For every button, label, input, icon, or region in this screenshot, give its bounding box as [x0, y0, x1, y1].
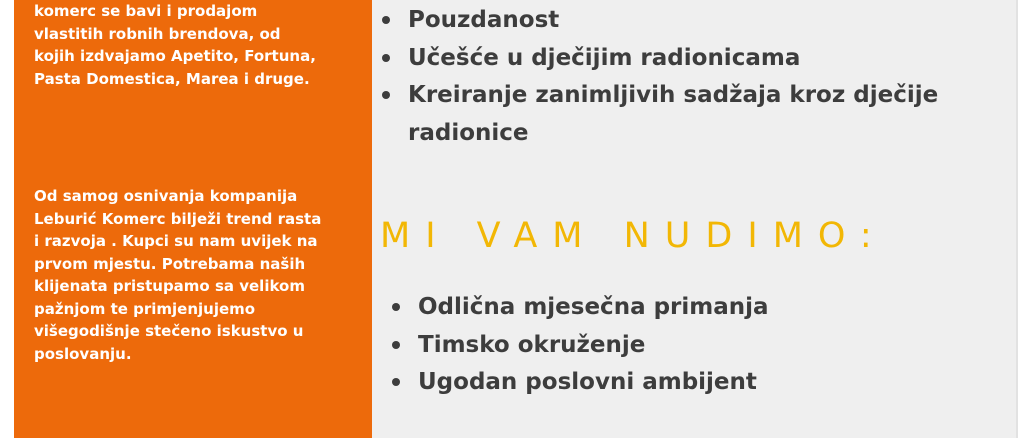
company-brands-paragraph: komerc se bavi i prodajom vlastitih robnih brendova, od kojih izdvajamo Apetito, Fortuna, Pasta Domestica, Marea i druge. — [34, 2, 316, 88]
left-margin — [0, 0, 14, 438]
list-item-text: Ugodan poslovni ambijent — [418, 369, 757, 395]
right-margin — [1016, 0, 1030, 438]
bullet-dot-icon — [392, 378, 400, 386]
list-item-text: Kreiranje zanimljivih sadžaja kroz dječije radionice — [408, 82, 939, 146]
company-growth-paragraph: Od samog osnivanja kompanija Leburić Komerc bilježi trend rasta i razvoja . Kupci su nam uvijek na prvom mjestu. Potrebama naših klijenata pristupamo sa velikom pažnjom te primjenjujemo višegodišnje stečeno iskustvo u poslovanju. — [34, 187, 322, 363]
offer-heading: MI VAM NUDIMO: — [380, 216, 887, 256]
bullet-dot-icon — [382, 16, 390, 24]
bullet-dot-icon — [382, 91, 390, 99]
bullet-dot-icon — [392, 303, 400, 311]
list-item-text: Timsko okruženje — [418, 331, 646, 358]
list-item — [380, 40, 1010, 78]
list-item — [390, 327, 990, 365]
requirements-list — [380, 2, 1010, 152]
list-item — [380, 2, 1010, 40]
bullet-dot-icon — [392, 341, 400, 349]
list-item-text: Učešće u dječijim radionicama — [408, 44, 801, 71]
list-item — [390, 364, 990, 402]
list-item-text: Pouzdanost — [408, 7, 560, 33]
list-item — [390, 289, 990, 327]
bullet-dot-icon — [382, 54, 390, 62]
offer-list — [390, 289, 990, 402]
list-item — [380, 77, 1010, 152]
list-item-text: Odlična mjesečna primanja — [418, 294, 769, 320]
